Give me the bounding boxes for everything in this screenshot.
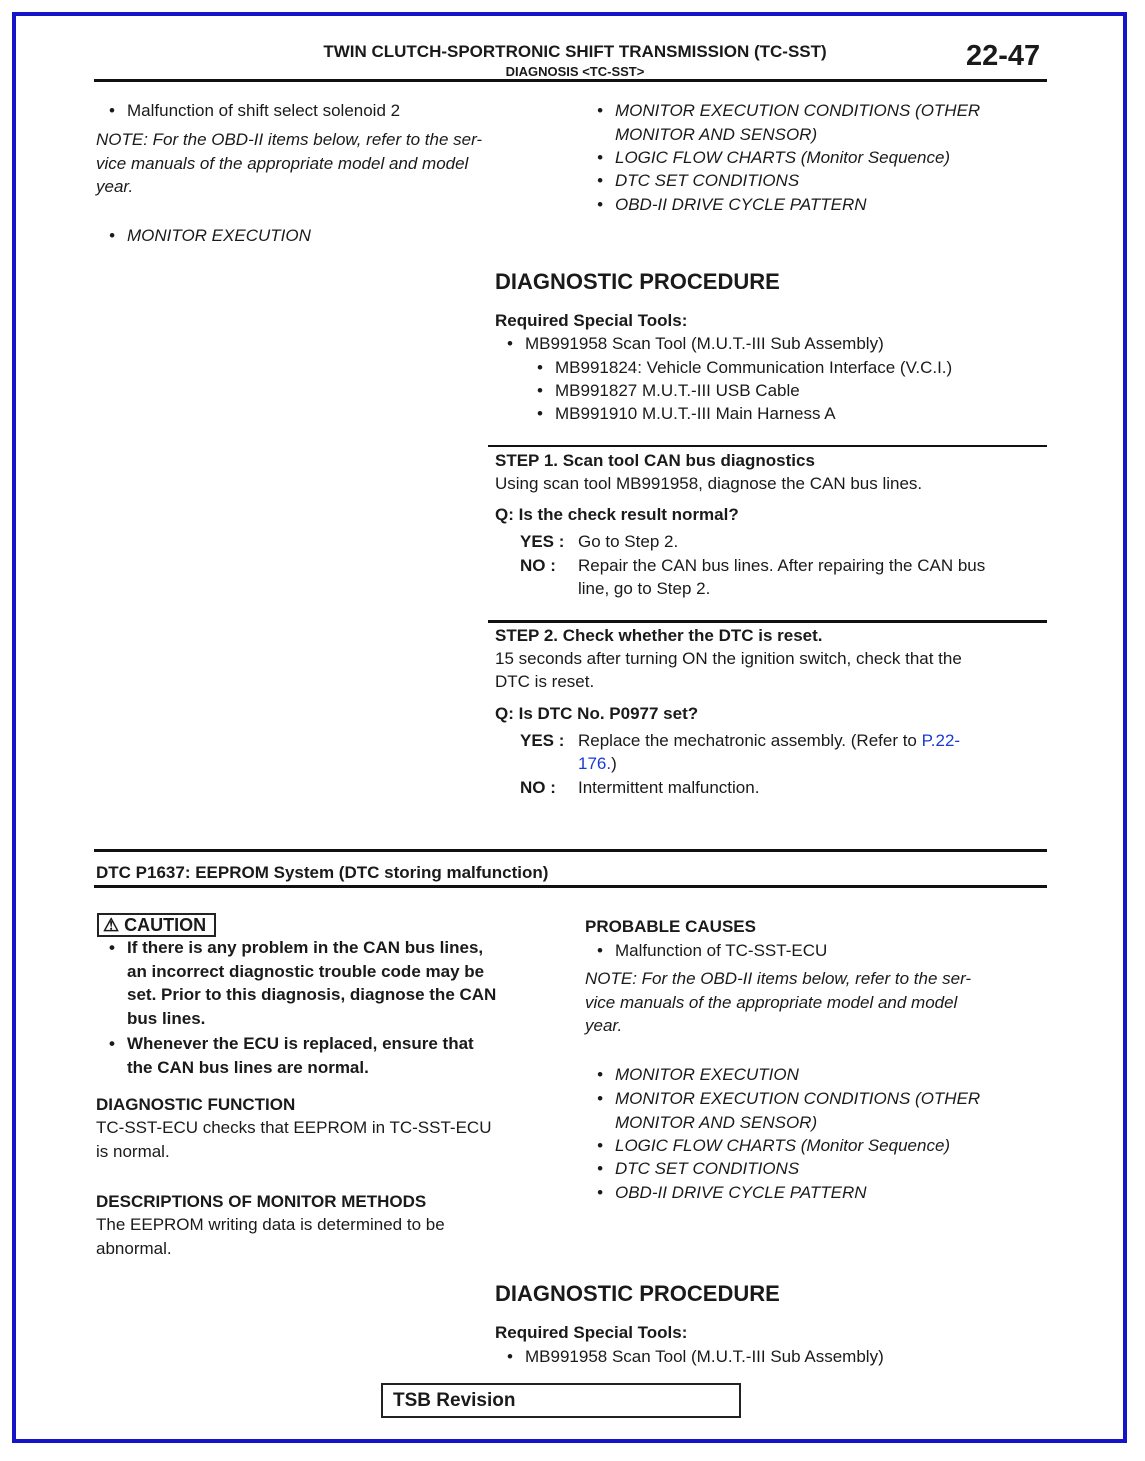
page-number: 22-47 (966, 40, 1041, 72)
step2-no-text: Intermittent malfunction. (578, 778, 760, 797)
caution-2-line-2: the CAN bus lines are normal. (127, 1057, 369, 1077)
diag-function-heading: DIAGNOSTIC FUNCTION (96, 1095, 296, 1114)
caution-1-line-3: set. Prior to this diagnosis, diagnose the CAN (127, 985, 497, 1004)
probable-cause-item: • Malfunction of TC-SST-ECU (615, 939, 827, 963)
dtc-obd-logic-flow: • LOGIC FLOW CHARTS (Monitor Sequence) (615, 1134, 950, 1158)
obd-item-conditions (615, 99, 980, 146)
obd-item-logic-flow: • LOGIC FLOW CHARTS (Monitor Sequence) (615, 146, 950, 170)
obd-item-dtc-set: • DTC SET CONDITIONS (615, 169, 799, 193)
dtc-obd-conditions-line-1: • MONITOR EXECUTION CONDITIONS (OTHER (615, 1089, 981, 1108)
document-subtitle: DIAGNOSIS <TC-SST> (505, 64, 645, 79)
step1-no-line-2: line, go to Step 2. (578, 579, 711, 598)
step2-title: STEP 2. Check whether the DTC is reset. (495, 626, 823, 645)
tool-scan-tool-1: • MB991958 Scan Tool (M.U.T.-III Sub Assembly) (525, 332, 884, 356)
required-tools-label-2: Required Special Tools: (495, 1323, 688, 1342)
step1-title: STEP 1. Scan tool CAN bus diagnostics (495, 451, 815, 470)
monitor-methods-heading: DESCRIPTIONS OF MONITOR METHODS (96, 1192, 427, 1211)
diag-function-line-1: TC-SST-ECU checks that EEPROM in TC-SST-ECU (96, 1118, 492, 1137)
dtc-title: DTC P1637: EEPROM System (DTC storing malfunction) (96, 863, 549, 882)
procedure-heading-1: DIAGNOSTIC PROCEDURE (495, 269, 780, 294)
tool-vci: • MB991824: Vehicle Communication Interface (V.C.I.) (555, 356, 952, 380)
monitor-methods-line-1: The EEPROM writing data is determined to be (96, 1215, 445, 1234)
page-reference-link[interactable]: P.22- (921, 731, 961, 750)
header-rule (94, 79, 1047, 82)
step2-yes-text-main: Replace the mechatronic assembly. (Refer to (578, 731, 922, 750)
obd-item-drive-cycle: • OBD-II DRIVE CYCLE PATTERN (615, 193, 867, 217)
caution-2-line-1: • Whenever the ECU is replaced, ensure that (127, 1034, 474, 1053)
diag-function-line-2: is normal. (96, 1142, 170, 1161)
bullet-monitor-execution: • MONITOR EXECUTION (127, 224, 311, 248)
note-top-line-2: vice manuals of the appropriate model and model (96, 154, 469, 173)
note-dtc-line-1: NOTE: For the OBD-II items below, refer to the ser- (585, 969, 972, 988)
caution-bullet-2 (127, 1032, 474, 1079)
step2-yes-text (578, 729, 960, 753)
caution-badge (97, 913, 216, 937)
obd-item-conditions-line-2: MONITOR AND SENSOR) (615, 124, 818, 144)
step2-no-label: NO : (520, 778, 556, 797)
caution-1-line-4: bus lines. (127, 1008, 206, 1028)
step1-question: Q: Is the check result normal? (495, 505, 739, 524)
dtc-rule-top (94, 849, 1047, 852)
step2-body-line-1: 15 seconds after turning ON the ignition switch, check that the (495, 649, 962, 668)
bullet-shift-solenoid: • Malfunction of shift select solenoid 2 (127, 99, 400, 123)
step1-no-line-1: Repair the CAN bus lines. After repairing the CAN bus (578, 556, 986, 575)
tsb-revision-box: TSB Revision (381, 1383, 741, 1418)
required-tools-label-1: Required Special Tools: (495, 311, 688, 330)
tool-main-harness: • MB991910 M.U.T.-III Main Harness A (555, 402, 836, 426)
step1-no-label: NO : (520, 556, 556, 575)
caution-label: CAUTION (124, 915, 207, 935)
tool-scan-tool-2: • MB991958 Scan Tool (M.U.T.-III Sub Assembly) (525, 1345, 884, 1369)
step1-yes-label: YES : (520, 532, 565, 551)
dtc-obd-conditions (615, 1087, 980, 1134)
note-top-line-3: year. (96, 177, 134, 196)
tool-usb-cable: • MB991827 M.U.T.-III USB Cable (555, 379, 800, 403)
probable-causes-heading: PROBABLE CAUSES (585, 917, 756, 936)
dtc-obd-dtc-set: • DTC SET CONDITIONS (615, 1157, 799, 1181)
dtc-obd-conditions-line-2: MONITOR AND SENSOR) (615, 1112, 818, 1132)
page-reference-link-cont[interactable]: 176. (578, 754, 612, 773)
step1-yes-text: Go to Step 2. (578, 532, 679, 551)
note-top-line-1: NOTE: For the OBD-II items below, refer to the ser- (96, 130, 483, 149)
monitor-methods-line-2: abnormal. (96, 1239, 172, 1258)
obd-item-conditions-line-1: • MONITOR EXECUTION CONDITIONS (OTHER (615, 101, 981, 120)
step1-rule (488, 445, 1047, 447)
step2-yes-label: YES : (520, 731, 565, 750)
warning-triangle-icon: ⚠ (103, 915, 120, 935)
step2-question: Q: Is DTC No. P0977 set? (495, 704, 699, 723)
procedure-heading-2: DIAGNOSTIC PROCEDURE (495, 1281, 780, 1306)
step2-yes-text-cont (578, 752, 617, 776)
document-title: TWIN CLUTCH-SPORTRONIC SHIFT TRANSMISSION (TC-SST) (323, 42, 827, 61)
step1-body: Using scan tool MB991958, diagnose the CAN bus lines. (495, 474, 923, 493)
step2-rule (488, 620, 1047, 623)
note-dtc-line-3: year. (585, 1016, 623, 1035)
dtc-obd-drive-cycle: • OBD-II DRIVE CYCLE PATTERN (615, 1181, 867, 1205)
dtc-rule-bottom (94, 885, 1047, 888)
dtc-obd-monitor-execution: • MONITOR EXECUTION (615, 1063, 799, 1087)
caution-bullet-1 (127, 936, 496, 1030)
note-dtc-line-2: vice manuals of the appropriate model and model (585, 993, 958, 1012)
caution-1-line-1: • If there is any problem in the CAN bus lines, (127, 938, 484, 957)
step2-yes-close: ) (611, 754, 617, 773)
step2-body-line-2: DTC is reset. (495, 672, 595, 691)
caution-1-line-2: an incorrect diagnostic trouble code may be (127, 961, 485, 981)
